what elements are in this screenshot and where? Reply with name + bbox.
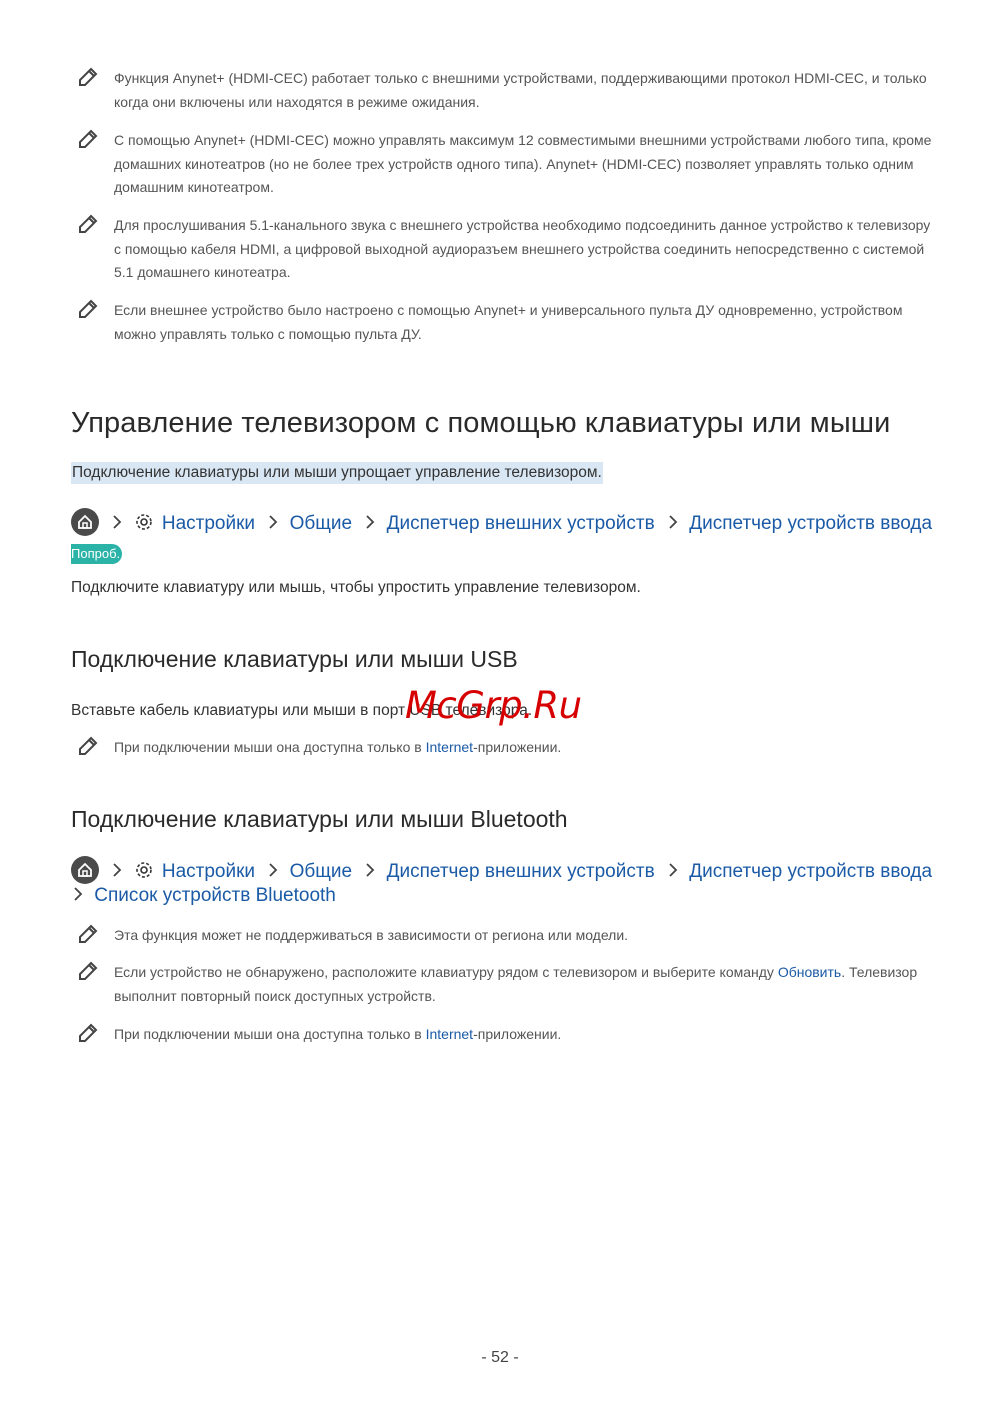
note-text: С помощью Anynet+ (HDMI-CEC) можно управлять максимум 12 совместимыми внешними устройствами любого типа, кроме домашних кинотеатров (но не более трех устройств одного типа). Anynet+ (HDMI-CEC) позволяет управлять только одним домашним кинотеатром. <box>114 132 932 195</box>
bluetooth-heading: Подключение клавиатуры или мыши Bluetooth <box>71 806 568 832</box>
pencil-note-icon <box>78 299 98 319</box>
chevron-right-icon <box>365 514 375 530</box>
section-subtitle: Подключение клавиатуры или мыши упрощает управление телевизором. <box>71 462 603 484</box>
note-anynet-support <box>78 67 938 114</box>
pencil-note-icon <box>78 961 98 981</box>
section-title: Управление телевизором с помощью клавиатуры или мыши <box>71 407 891 439</box>
note-universal-remote <box>78 299 938 346</box>
path-input-device-manager[interactable]: Диспетчер устройств ввода <box>689 861 933 883</box>
pencil-note-icon <box>78 736 98 756</box>
gear-icon <box>134 512 154 532</box>
path-input-device-manager[interactable]: Диспетчер устройств ввода <box>689 513 933 535</box>
bluetooth-note-internet <box>78 1023 938 1047</box>
watermark: McGrp.Ru <box>405 684 582 727</box>
bluetooth-note-refresh <box>78 961 938 1008</box>
path-external-device-manager[interactable]: Диспетчер внешних устройств <box>386 513 655 535</box>
pencil-note-icon <box>78 67 98 87</box>
note-51-sound <box>78 214 938 285</box>
note-text: Эта функция может не поддерживаться в зависимости от региона или модели. <box>114 927 629 943</box>
chevron-right-icon <box>73 886 83 902</box>
chevron-right-icon <box>268 514 278 530</box>
path-general[interactable]: Общие <box>289 861 353 883</box>
bluetooth-path-line2 <box>71 885 336 907</box>
note-text: -приложении. <box>473 739 562 755</box>
bluetooth-note-region <box>78 924 938 948</box>
path-bluetooth-device-list[interactable]: Список устройств Bluetooth <box>94 885 336 906</box>
pencil-note-icon <box>78 129 98 149</box>
path-settings[interactable]: Настройки <box>161 513 256 535</box>
try-now-button[interactable]: Попроб. <box>71 544 122 564</box>
pencil-note-icon <box>78 924 98 944</box>
note-anynet-max-devices <box>78 129 938 200</box>
chevron-right-icon <box>668 514 678 530</box>
home-icon <box>71 508 99 536</box>
usb-heading: Подключение клавиатуры или мыши USB <box>71 646 518 672</box>
settings-path <box>71 510 932 538</box>
chevron-right-icon <box>668 862 678 878</box>
path-external-device-manager[interactable]: Диспетчер внешних устройств <box>386 861 655 883</box>
path-settings[interactable]: Настройки <box>161 861 256 883</box>
note-text: Функция Anynet+ (HDMI-CEC) работает только с внешними устройствами, поддерживающими протокол HDMI-CEC, и только когда они включены или находятся в режиме ожидания. <box>114 70 927 110</box>
bluetooth-settings-path <box>71 858 932 886</box>
gear-icon <box>134 860 154 880</box>
refresh-link: Обновить <box>777 964 842 980</box>
usb-text: Вставьте кабель клавиатуры или мыши в порт USB телевизора. <box>71 702 533 719</box>
pencil-note-icon <box>78 214 98 234</box>
note-text: При подключении мыши она доступна только в <box>114 1026 426 1042</box>
chevron-right-icon <box>112 862 122 878</box>
section-description: Подключите клавиатуру или мышь, чтобы упростить управление телевизором. <box>71 579 641 596</box>
internet-link: Internet <box>425 1026 474 1042</box>
chevron-right-icon <box>112 514 122 530</box>
pencil-note-icon <box>78 1023 98 1043</box>
path-general[interactable]: Общие <box>289 513 353 535</box>
note-text: . Телевизор выполнит повторный поиск доступных устройств. <box>114 964 918 1004</box>
usb-note <box>78 736 938 760</box>
note-text: Если устройство не обнаружено, расположите клавиатуру рядом с телевизором и выберите команду <box>114 964 778 980</box>
home-icon <box>71 856 99 884</box>
note-text: Если внешнее устройство было настроено с помощью Anynet+ и универсального пульта ДУ одновременно, устройством можно управлять только с помощью пульта ДУ. <box>114 302 903 342</box>
note-text: Для прослушивания 5.1-канального звука с внешнего устройства необходимо подсоединить данное устройство к телевизору с помощью кабеля HDMI, а цифровой выходной аудиоразъем внешнего устройства соединить непосредственно с системой 5.1 домашнего кинотеатра. <box>114 217 931 280</box>
chevron-right-icon <box>365 862 375 878</box>
note-text: -приложении. <box>473 1026 562 1042</box>
note-text: При подключении мыши она доступна только в <box>114 739 426 755</box>
page-number: - 52 - <box>481 1349 519 1366</box>
chevron-right-icon <box>268 862 278 878</box>
internet-link: Internet <box>425 739 474 755</box>
